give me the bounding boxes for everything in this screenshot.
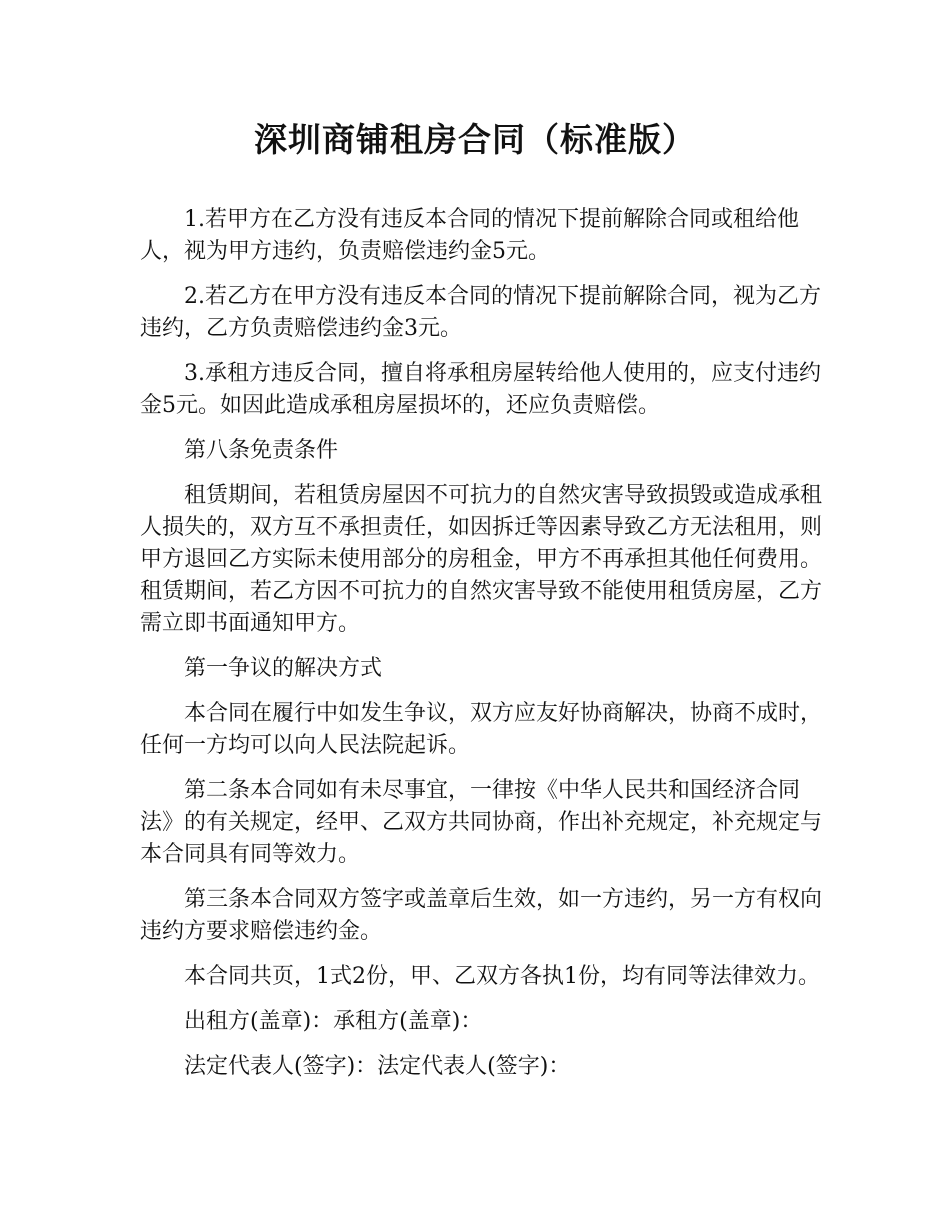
section-heading-exemption: 第八条免责条件 [184, 438, 339, 463]
section-heading-dispute: 第一争议的解决方式 [184, 656, 383, 681]
document-body [140, 204, 828, 1096]
clause-penalty-lessor: 1.若甲方在乙方没有违反本合同的情况下提前解除合同或租给他人，视为甲方违约，负责赔偿违约金5元。 [140, 207, 799, 264]
signature-seal-line: 出租方(盖章)：承租方(盖章)： [184, 1009, 483, 1034]
clause-sublet-penalty: 3.承租方违反合同，擅自将承租房屋转给他人使用的，应支付违约金5元。如因此造成承租房屋损坏的，还应负责赔偿。 [140, 361, 821, 418]
document-title: 深圳商铺租房合同（标准版） [254, 120, 696, 159]
clause-copies: 本合同共页，1式2份，甲、乙双方各执1份，均有同等法律效力。 [184, 964, 820, 989]
clause-dispute-resolution: 本合同在履行中如发生争议，双方应友好协商解决，协商不成时，任何一方均可以向人民法院起诉。 [140, 701, 823, 758]
clause-penalty-lessee: 2.若乙方在甲方没有违反本合同的情况下提前解除合同，视为乙方违约，乙方负责赔偿违约金3元。 [140, 284, 821, 341]
signature-representative-line: 法定代表人(签字)：法定代表人(签字)： [184, 1054, 571, 1079]
clause-effectiveness: 第三条本合同双方签字或盖章后生效，如一方违约，另一方有权向违约方要求赔偿违约金。 [140, 887, 823, 944]
clause-supplementary: 第二条本合同如有未尽事宜，一律按《中华人民共和国经济合同法》的有关规定，经甲、乙双方共同协商，作出补充规定，补充规定与本合同具有同等效力。 [140, 778, 823, 867]
clause-force-majeure: 租赁期间，若租赁房屋因不可抗力的自然灾害导致损毁或造成承租人损失的，双方互不承担责任，如因拆迁等因素导致乙方无法租用，则甲方退回乙方实际未使用部分的房租金，甲方不再承担其他任何费用。租赁期间，若乙方因不可抗力的自然灾害导致不能使用租赁房屋，乙方需立即书面通知甲方。 [140, 483, 823, 636]
